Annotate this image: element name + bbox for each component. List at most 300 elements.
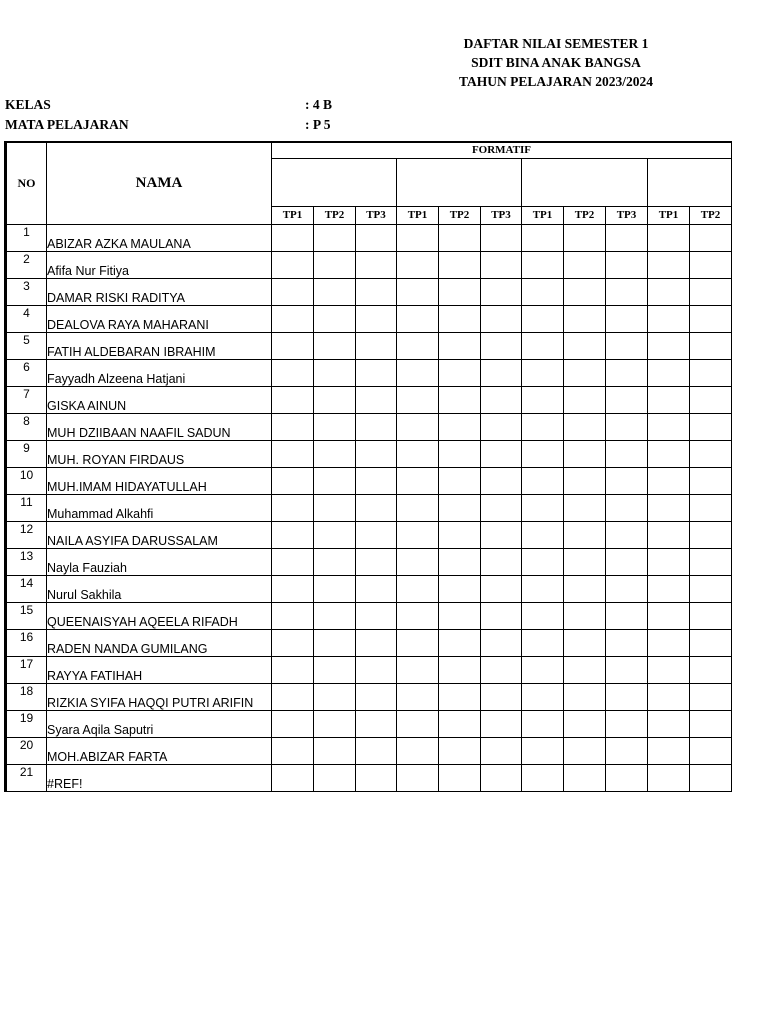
score-cell[interactable] bbox=[356, 440, 397, 467]
score-cell[interactable] bbox=[564, 386, 606, 413]
score-cell[interactable] bbox=[564, 764, 606, 791]
score-cell[interactable] bbox=[606, 332, 648, 359]
score-cell[interactable] bbox=[648, 683, 690, 710]
tp-header: TP2 bbox=[564, 206, 606, 224]
score-cell[interactable] bbox=[481, 710, 522, 737]
score-cell[interactable] bbox=[314, 467, 356, 494]
score-cell[interactable] bbox=[439, 413, 481, 440]
score-cell[interactable] bbox=[356, 413, 397, 440]
row-number: 8 bbox=[6, 413, 47, 440]
score-cell[interactable] bbox=[522, 575, 564, 602]
score-cell[interactable] bbox=[439, 251, 481, 278]
score-cell[interactable] bbox=[397, 548, 439, 575]
score-cell[interactable] bbox=[606, 305, 648, 332]
score-cell[interactable] bbox=[522, 467, 564, 494]
score-cell[interactable] bbox=[439, 629, 481, 656]
score-cell[interactable] bbox=[356, 575, 397, 602]
table-row bbox=[6, 683, 732, 710]
row-number: 9 bbox=[6, 440, 47, 467]
score-cell[interactable] bbox=[397, 467, 439, 494]
score-cell[interactable] bbox=[356, 278, 397, 305]
score-cell[interactable] bbox=[648, 278, 690, 305]
kelas-value: : 4 B bbox=[305, 97, 332, 112]
score-cell[interactable] bbox=[522, 332, 564, 359]
student-name: #REF! bbox=[47, 764, 272, 791]
score-cell[interactable] bbox=[397, 278, 439, 305]
table-row bbox=[6, 332, 732, 359]
score-cell[interactable] bbox=[272, 710, 314, 737]
score-cell[interactable] bbox=[564, 332, 606, 359]
score-cell[interactable] bbox=[564, 656, 606, 683]
score-cell[interactable] bbox=[648, 467, 690, 494]
score-cell[interactable] bbox=[606, 575, 648, 602]
row-number: 18 bbox=[6, 683, 47, 710]
score-cell[interactable] bbox=[397, 386, 439, 413]
score-cell[interactable] bbox=[272, 386, 314, 413]
score-cell[interactable] bbox=[439, 656, 481, 683]
tp-header: TP2 bbox=[439, 206, 481, 224]
row-number: 3 bbox=[6, 278, 47, 305]
score-cell[interactable] bbox=[314, 359, 356, 386]
score-cell[interactable] bbox=[397, 683, 439, 710]
score-cell[interactable] bbox=[564, 359, 606, 386]
tp-header: TP1 bbox=[272, 206, 314, 224]
score-cell[interactable] bbox=[648, 629, 690, 656]
score-cell[interactable] bbox=[397, 521, 439, 548]
score-cell[interactable] bbox=[439, 467, 481, 494]
table-row bbox=[6, 710, 732, 737]
score-cell[interactable] bbox=[648, 656, 690, 683]
score-cell[interactable] bbox=[522, 548, 564, 575]
table-row bbox=[6, 251, 732, 278]
score-cell[interactable] bbox=[314, 278, 356, 305]
score-cell[interactable] bbox=[356, 251, 397, 278]
student-name: Syara Aqila Saputri bbox=[47, 710, 272, 737]
score-cell[interactable] bbox=[522, 656, 564, 683]
score-cell[interactable] bbox=[481, 467, 522, 494]
row-number: 20 bbox=[6, 737, 47, 764]
score-cell[interactable] bbox=[564, 305, 606, 332]
score-cell[interactable] bbox=[439, 278, 481, 305]
score-cell[interactable] bbox=[690, 359, 732, 386]
score-cell[interactable] bbox=[690, 386, 732, 413]
score-cell[interactable] bbox=[356, 224, 397, 251]
score-cell[interactable] bbox=[564, 521, 606, 548]
score-cell[interactable] bbox=[356, 629, 397, 656]
title-line-3: TAHUN PELAJARAN 2023/2024 bbox=[458, 74, 653, 89]
score-cell[interactable] bbox=[272, 737, 314, 764]
table-row bbox=[6, 278, 732, 305]
tp-header: TP3 bbox=[356, 206, 397, 224]
score-cell[interactable] bbox=[690, 521, 732, 548]
score-cell[interactable] bbox=[397, 602, 439, 629]
student-name: RAYYA FATIHAH bbox=[47, 656, 272, 683]
score-cell[interactable] bbox=[314, 413, 356, 440]
score-cell[interactable] bbox=[481, 548, 522, 575]
score-cell[interactable] bbox=[606, 224, 648, 251]
score-cell[interactable] bbox=[314, 575, 356, 602]
table-row bbox=[6, 494, 732, 521]
score-cell[interactable] bbox=[397, 359, 439, 386]
score-cell[interactable] bbox=[397, 737, 439, 764]
score-cell[interactable] bbox=[522, 629, 564, 656]
score-cell[interactable] bbox=[522, 602, 564, 629]
score-cell[interactable] bbox=[606, 359, 648, 386]
score-cell[interactable] bbox=[439, 359, 481, 386]
score-cell[interactable] bbox=[272, 629, 314, 656]
score-cell[interactable] bbox=[397, 224, 439, 251]
score-cell[interactable] bbox=[439, 710, 481, 737]
score-cell[interactable] bbox=[481, 305, 522, 332]
score-cell[interactable] bbox=[356, 710, 397, 737]
score-cell[interactable] bbox=[522, 683, 564, 710]
score-cell[interactable] bbox=[564, 494, 606, 521]
score-cell[interactable] bbox=[648, 494, 690, 521]
score-cell[interactable] bbox=[397, 629, 439, 656]
score-cell[interactable] bbox=[648, 440, 690, 467]
table-row bbox=[6, 305, 732, 332]
score-cell[interactable] bbox=[439, 494, 481, 521]
score-cell[interactable] bbox=[314, 737, 356, 764]
score-cell[interactable] bbox=[272, 278, 314, 305]
score-cell[interactable] bbox=[397, 413, 439, 440]
score-cell[interactable] bbox=[439, 548, 481, 575]
score-cell[interactable] bbox=[397, 764, 439, 791]
score-cell[interactable] bbox=[314, 656, 356, 683]
row-number: 7 bbox=[6, 386, 47, 413]
score-cell[interactable] bbox=[648, 413, 690, 440]
group-cell-4 bbox=[648, 158, 732, 206]
student-name: Fayyadh Alzeena Hatjani bbox=[47, 359, 272, 386]
score-cell[interactable] bbox=[272, 521, 314, 548]
score-cell[interactable] bbox=[564, 278, 606, 305]
score-cell[interactable] bbox=[439, 305, 481, 332]
table-row bbox=[6, 656, 732, 683]
score-cell[interactable] bbox=[522, 764, 564, 791]
score-cell[interactable] bbox=[314, 305, 356, 332]
kelas-label: KELAS bbox=[5, 97, 51, 112]
score-cell[interactable] bbox=[356, 359, 397, 386]
score-cell[interactable] bbox=[690, 494, 732, 521]
score-cell[interactable] bbox=[648, 359, 690, 386]
score-cell[interactable] bbox=[314, 710, 356, 737]
score-cell[interactable] bbox=[648, 332, 690, 359]
score-cell[interactable] bbox=[690, 467, 732, 494]
score-cell[interactable] bbox=[481, 359, 522, 386]
score-cell[interactable] bbox=[356, 737, 397, 764]
score-cell[interactable] bbox=[606, 602, 648, 629]
score-cell[interactable] bbox=[522, 413, 564, 440]
score-cell[interactable] bbox=[356, 467, 397, 494]
score-cell[interactable] bbox=[690, 332, 732, 359]
score-cell[interactable] bbox=[564, 440, 606, 467]
score-cell[interactable] bbox=[648, 548, 690, 575]
group-cell-2 bbox=[397, 158, 522, 206]
table-row bbox=[6, 548, 732, 575]
score-cell[interactable] bbox=[272, 305, 314, 332]
score-cell[interactable] bbox=[397, 710, 439, 737]
score-cell[interactable] bbox=[439, 764, 481, 791]
score-cell[interactable] bbox=[314, 386, 356, 413]
score-cell[interactable] bbox=[690, 440, 732, 467]
score-cell[interactable] bbox=[272, 656, 314, 683]
row-number: 11 bbox=[6, 494, 47, 521]
student-name: DAMAR RISKI RADITYA bbox=[47, 278, 272, 305]
score-cell[interactable] bbox=[272, 224, 314, 251]
score-cell[interactable] bbox=[481, 251, 522, 278]
score-cell[interactable] bbox=[272, 251, 314, 278]
score-cell[interactable] bbox=[606, 251, 648, 278]
score-cell[interactable] bbox=[522, 359, 564, 386]
score-cell[interactable] bbox=[522, 305, 564, 332]
score-cell[interactable] bbox=[439, 332, 481, 359]
score-cell[interactable] bbox=[690, 575, 732, 602]
score-cell[interactable] bbox=[356, 656, 397, 683]
score-cell[interactable] bbox=[522, 224, 564, 251]
score-cell[interactable] bbox=[439, 683, 481, 710]
score-cell[interactable] bbox=[439, 602, 481, 629]
header-no: NO bbox=[6, 142, 47, 224]
tp-header: TP1 bbox=[522, 206, 564, 224]
score-cell[interactable] bbox=[272, 467, 314, 494]
score-cell[interactable] bbox=[522, 521, 564, 548]
score-cell[interactable] bbox=[606, 386, 648, 413]
score-cell[interactable] bbox=[648, 602, 690, 629]
score-cell[interactable] bbox=[481, 683, 522, 710]
score-cell[interactable] bbox=[564, 224, 606, 251]
score-cell[interactable] bbox=[481, 278, 522, 305]
score-cell[interactable] bbox=[606, 413, 648, 440]
score-cell[interactable] bbox=[314, 683, 356, 710]
score-cell[interactable] bbox=[606, 521, 648, 548]
score-cell[interactable] bbox=[606, 737, 648, 764]
score-cell[interactable] bbox=[272, 548, 314, 575]
score-cell[interactable] bbox=[397, 494, 439, 521]
score-cell[interactable] bbox=[522, 386, 564, 413]
score-cell[interactable] bbox=[439, 440, 481, 467]
student-name: RIZKIA SYIFA HAQQI PUTRI ARIFIN bbox=[47, 683, 272, 710]
student-name: MUH. ROYAN FIRDAUS bbox=[47, 440, 272, 467]
score-cell[interactable] bbox=[314, 629, 356, 656]
score-cell[interactable] bbox=[356, 602, 397, 629]
score-cell[interactable] bbox=[356, 521, 397, 548]
score-cell[interactable] bbox=[356, 548, 397, 575]
score-cell[interactable] bbox=[648, 224, 690, 251]
score-cell[interactable] bbox=[272, 602, 314, 629]
row-number: 10 bbox=[6, 467, 47, 494]
score-cell[interactable] bbox=[481, 764, 522, 791]
score-cell[interactable] bbox=[648, 764, 690, 791]
score-cell[interactable] bbox=[690, 629, 732, 656]
table-row bbox=[6, 467, 732, 494]
score-cell[interactable] bbox=[648, 737, 690, 764]
score-cell[interactable] bbox=[356, 683, 397, 710]
score-cell[interactable] bbox=[272, 764, 314, 791]
score-cell[interactable] bbox=[356, 494, 397, 521]
score-cell[interactable] bbox=[690, 737, 732, 764]
score-cell[interactable] bbox=[397, 305, 439, 332]
score-cell[interactable] bbox=[356, 305, 397, 332]
score-cell[interactable] bbox=[522, 278, 564, 305]
score-cell[interactable] bbox=[481, 656, 522, 683]
score-cell[interactable] bbox=[314, 332, 356, 359]
score-cell[interactable] bbox=[272, 332, 314, 359]
score-cell[interactable] bbox=[439, 224, 481, 251]
score-cell[interactable] bbox=[564, 629, 606, 656]
row-number: 15 bbox=[6, 602, 47, 629]
score-cell[interactable] bbox=[690, 305, 732, 332]
score-cell[interactable] bbox=[272, 413, 314, 440]
score-cell[interactable] bbox=[272, 494, 314, 521]
row-number: 19 bbox=[6, 710, 47, 737]
title-line-1: DAFTAR NILAI SEMESTER 1 bbox=[463, 36, 649, 51]
score-cell[interactable] bbox=[481, 737, 522, 764]
score-cell[interactable] bbox=[564, 575, 606, 602]
score-cell[interactable] bbox=[606, 440, 648, 467]
score-cell[interactable] bbox=[314, 764, 356, 791]
score-cell[interactable] bbox=[481, 224, 522, 251]
table-row bbox=[6, 521, 732, 548]
score-cell[interactable] bbox=[606, 548, 648, 575]
student-name: GISKA AINUN bbox=[47, 386, 272, 413]
score-cell[interactable] bbox=[439, 575, 481, 602]
tp-header: TP3 bbox=[481, 206, 522, 224]
score-cell[interactable] bbox=[272, 683, 314, 710]
mapel-value: : P 5 bbox=[305, 117, 331, 132]
score-cell[interactable] bbox=[522, 251, 564, 278]
table-row bbox=[6, 413, 732, 440]
score-cell[interactable] bbox=[690, 602, 732, 629]
score-cell[interactable] bbox=[606, 683, 648, 710]
score-cell[interactable] bbox=[648, 575, 690, 602]
score-cell[interactable] bbox=[356, 386, 397, 413]
score-cell[interactable] bbox=[690, 413, 732, 440]
score-cell[interactable] bbox=[314, 251, 356, 278]
score-cell[interactable] bbox=[606, 656, 648, 683]
table-row bbox=[6, 575, 732, 602]
score-cell[interactable] bbox=[606, 467, 648, 494]
score-cell[interactable] bbox=[481, 602, 522, 629]
header-nama: NAMA bbox=[47, 142, 272, 224]
score-cell[interactable] bbox=[564, 251, 606, 278]
score-cell[interactable] bbox=[481, 494, 522, 521]
score-cell[interactable] bbox=[564, 710, 606, 737]
score-cell[interactable] bbox=[690, 224, 732, 251]
score-cell[interactable] bbox=[397, 332, 439, 359]
score-cell[interactable] bbox=[481, 521, 522, 548]
score-cell[interactable] bbox=[356, 764, 397, 791]
score-cell[interactable] bbox=[606, 764, 648, 791]
score-cell[interactable] bbox=[690, 656, 732, 683]
student-name: RADEN NANDA GUMILANG bbox=[47, 629, 272, 656]
score-cell[interactable] bbox=[564, 683, 606, 710]
score-cell[interactable] bbox=[481, 440, 522, 467]
score-cell[interactable] bbox=[481, 629, 522, 656]
score-cell[interactable] bbox=[564, 602, 606, 629]
score-cell[interactable] bbox=[272, 440, 314, 467]
tp-header: TP1 bbox=[397, 206, 439, 224]
table-row bbox=[6, 764, 732, 791]
score-cell[interactable] bbox=[606, 629, 648, 656]
student-name: FATIH ALDEBARAN IBRAHIM bbox=[47, 332, 272, 359]
score-cell[interactable] bbox=[648, 386, 690, 413]
row-number: 2 bbox=[6, 251, 47, 278]
table-row bbox=[6, 629, 732, 656]
score-cell[interactable] bbox=[564, 467, 606, 494]
score-cell[interactable] bbox=[314, 494, 356, 521]
score-cell[interactable] bbox=[648, 251, 690, 278]
score-cell[interactable] bbox=[564, 548, 606, 575]
table-row bbox=[6, 602, 732, 629]
score-cell[interactable] bbox=[397, 251, 439, 278]
score-cell[interactable] bbox=[314, 440, 356, 467]
table-row bbox=[6, 224, 732, 251]
table-row bbox=[6, 737, 732, 764]
score-cell[interactable] bbox=[690, 548, 732, 575]
row-number: 16 bbox=[6, 629, 47, 656]
grade-table bbox=[4, 141, 732, 792]
score-cell[interactable] bbox=[522, 737, 564, 764]
score-cell[interactable] bbox=[397, 575, 439, 602]
score-cell[interactable] bbox=[397, 656, 439, 683]
score-cell[interactable] bbox=[606, 278, 648, 305]
score-cell[interactable] bbox=[690, 683, 732, 710]
score-cell[interactable] bbox=[439, 737, 481, 764]
score-cell[interactable] bbox=[397, 440, 439, 467]
score-cell[interactable] bbox=[522, 440, 564, 467]
score-cell[interactable] bbox=[690, 278, 732, 305]
score-cell[interactable] bbox=[648, 710, 690, 737]
score-cell[interactable] bbox=[356, 332, 397, 359]
row-number: 4 bbox=[6, 305, 47, 332]
score-cell[interactable] bbox=[272, 359, 314, 386]
score-cell[interactable] bbox=[564, 413, 606, 440]
score-cell[interactable] bbox=[314, 224, 356, 251]
row-number: 17 bbox=[6, 656, 47, 683]
student-name: DEALOVA RAYA MAHARANI bbox=[47, 305, 272, 332]
tp-header: TP3 bbox=[606, 206, 648, 224]
score-cell[interactable] bbox=[314, 548, 356, 575]
score-cell[interactable] bbox=[272, 575, 314, 602]
score-cell[interactable] bbox=[481, 413, 522, 440]
score-cell[interactable] bbox=[481, 386, 522, 413]
tp-header: TP2 bbox=[314, 206, 356, 224]
score-cell[interactable] bbox=[606, 710, 648, 737]
score-cell[interactable] bbox=[606, 494, 648, 521]
table-row bbox=[6, 440, 732, 467]
student-name: MUH.IMAM HIDAYATULLAH bbox=[47, 467, 272, 494]
score-cell[interactable] bbox=[648, 521, 690, 548]
student-name: Nurul Sakhila bbox=[47, 575, 272, 602]
score-cell[interactable] bbox=[690, 764, 732, 791]
score-cell[interactable] bbox=[522, 494, 564, 521]
row-number: 5 bbox=[6, 332, 47, 359]
score-cell[interactable] bbox=[481, 575, 522, 602]
score-cell[interactable] bbox=[690, 710, 732, 737]
score-cell[interactable] bbox=[522, 710, 564, 737]
score-cell[interactable] bbox=[690, 251, 732, 278]
score-cell[interactable] bbox=[648, 305, 690, 332]
group-cell-1 bbox=[272, 158, 397, 206]
row-number: 1 bbox=[6, 224, 47, 251]
score-cell[interactable] bbox=[481, 332, 522, 359]
score-cell[interactable] bbox=[314, 521, 356, 548]
score-cell[interactable] bbox=[439, 521, 481, 548]
score-cell[interactable] bbox=[564, 737, 606, 764]
score-cell[interactable] bbox=[314, 602, 356, 629]
tp-header: TP1 bbox=[648, 206, 690, 224]
score-cell[interactable] bbox=[439, 386, 481, 413]
